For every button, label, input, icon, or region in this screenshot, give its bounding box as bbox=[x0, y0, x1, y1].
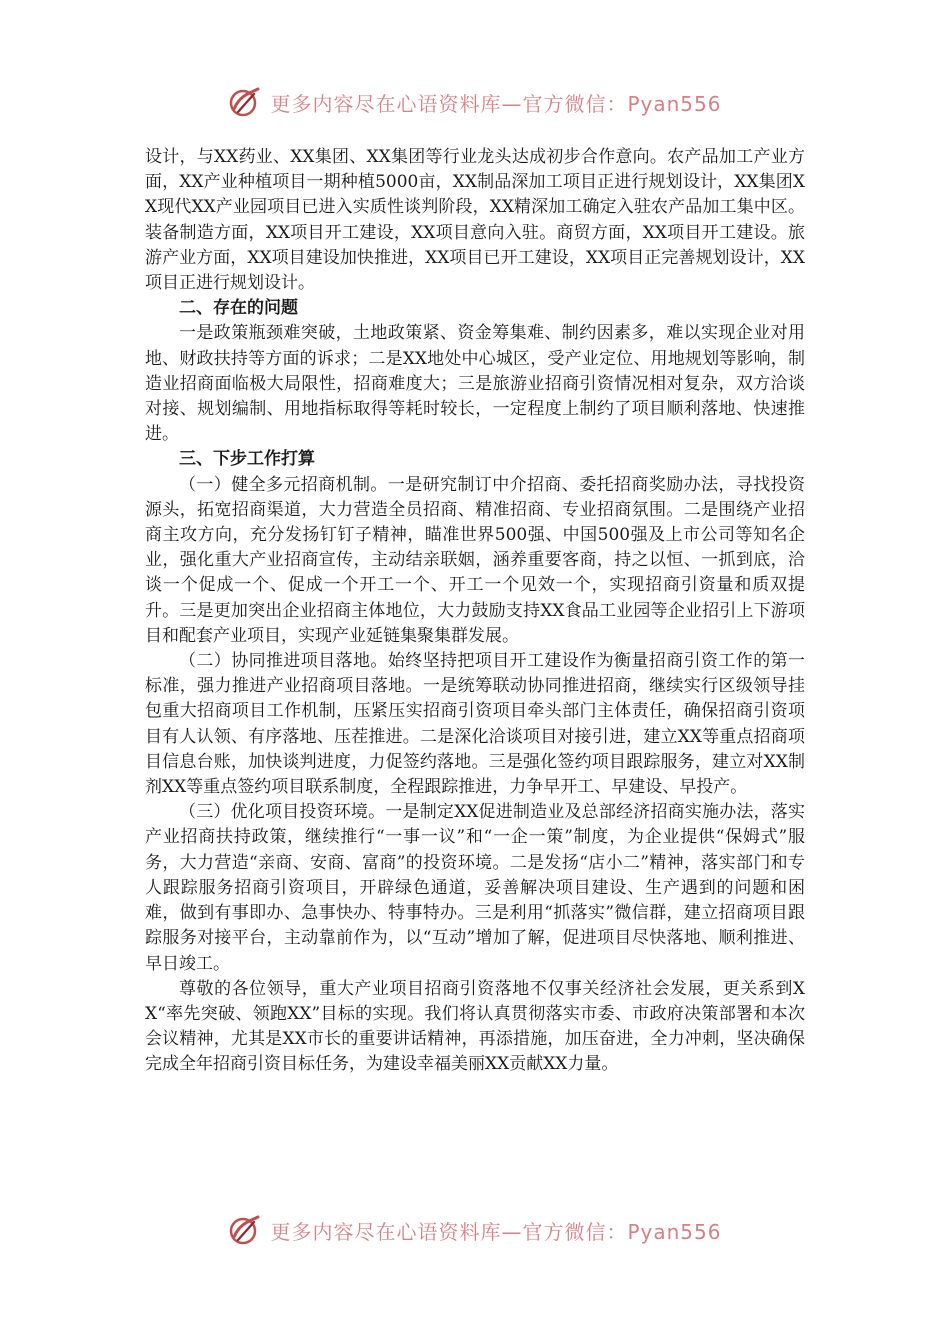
section-heading: 三、下步工作打算 bbox=[179, 449, 315, 470]
paragraph-text: 一是制定XX促进制造业及总部经济招商实施办法，落实产业招商扶持政策，继续推行“一事一议”和“一企一策”制度，为企业提供“保姆式”服务，大力营造“亲商、安商、富商”的投资环境。二是发扬“店小二”精神，落实部门和专人跟踪服务招商引资项目，开辟绿色通道，妥善解决项目建设、生产遇到的问题和困难，做到有事即办、急事快办、特事特办。三是利用“抓落实”微信群，建立招商项目跟踪服务对接平台，主动靠前作为，以“互动”增加了解，促进项目尽快落地、顺利推进、早日竣工。 bbox=[145, 802, 805, 974]
paragraph: 一是政策瓶颈难突破，土地政策紧、资金筹集难、制约因素多，难以实现企业对用地、财政扶持等方面的诉求；二是XX地处中心城区，受产业定位、用地规划等影响，制造业招商面临极大局限性，招商难度大；三是旅游业招商引资情况相对复杂，双方洽谈对接、规划编制、用地指标取得等耗时较长，一定程度上制约了项目顺利落地、快速推进。 bbox=[145, 323, 805, 445]
document-body bbox=[145, 145, 805, 1078]
banner-text: 更多内容尽在心语资料库—官方微信：Pyan556 bbox=[270, 91, 722, 116]
paragraph bbox=[145, 473, 805, 649]
subsection-title: （三）优化项目投资环境。 bbox=[179, 802, 386, 823]
paragraph: 尊敬的各位领导，重大产业项目招商引资落地不仅事关经济社会发展，更关系到XX“率先突破、领跑XX”目标的实现。我们将认真贯彻落实市委、市政府决策部署和本次会议精神，尤其是XX市长的重要讲话精神，再添措施，加压奋进，全力冲刺，坚决确保完成全年招商引资目标任务，为建设幸福美丽XX贡献XX力量。 bbox=[145, 978, 805, 1075]
paragraph-text: 始终坚持把项目开工建设作为衡量招商引资工作的第一标准，强力推进产业招商项目落地。一是统筹联动协同推进招商，继续实行区级领导挂包重大招商项目工作机制，压紧压实招商引资项目牵头部门主体责任，确保招商引资项目有人认领、有序落地、压茬推进。二是深化洽谈项目对接引进，建立XX等重点招商项目信息台账，加快谈判进度，力促签约落地。三是强化签约项目跟踪服务，建立对XX制剂XX等重点签约项目联系制度，全程跟踪推进，力争早开工、早建设、早投产。 bbox=[145, 651, 806, 798]
section-heading: 二、存在的问题 bbox=[179, 298, 298, 319]
paragraph-text: 一是研究制订中介招商、委托招商奖励办法，寻找投资源头，拓宽招商渠道，大力营造全员招商、精准招商、专业招商氛围。二是围绕产业招商主攻方向，充分发扬钉钉子精神，瞄准世界500强、中国500强及上市公司等知名企业，强化重大产业招商宣传，主动结亲联姻，涵养重要客商，持之以恒、一抓到底，洽谈一个促成一个、促成一个开工一个、开工一个见效一个，实现招商引资量和质双提升。三是更加突出企业招商主体地位，大力鼓励支持XX食品工业园等企业招引上下游项目和配套产业项目，实现产业延链集聚集群发展。 bbox=[145, 474, 806, 646]
subsection-title: （二）协同推进项目落地。 bbox=[179, 651, 388, 672]
header-banner bbox=[0, 82, 950, 122]
footer-banner bbox=[0, 1210, 950, 1250]
paragraph: 设计，与XX药业、XX集团、XX集团等行业龙头达成初步合作意向。农产品加工产业方面，XX产业种植项目一期种植5000亩，XX制品深加工项目正进行规划设计，XX集团XX现代XX产业园项目已进入实质性谈判阶段，XX精深加工确定入驻农产品加工集中区。装备制造方面，XX项目开工建设，XX项目意向入驻。商贸方面，XX项目开工建设。旅游产业方面，XX项目建设加快推进，XX项目已开工建设，XX项目正完善规划设计，XX项目正进行规划设计。 bbox=[145, 147, 805, 294]
pen-swirl-logo-icon bbox=[228, 85, 262, 119]
subsection-title: （一）健全多元招商机制。 bbox=[179, 474, 388, 495]
paragraph bbox=[145, 800, 805, 976]
banner-text: 更多内容尽在心语资料库—官方微信：Pyan556 bbox=[270, 1219, 722, 1244]
paragraph bbox=[145, 649, 805, 800]
pen-swirl-logo-icon bbox=[228, 1213, 262, 1247]
